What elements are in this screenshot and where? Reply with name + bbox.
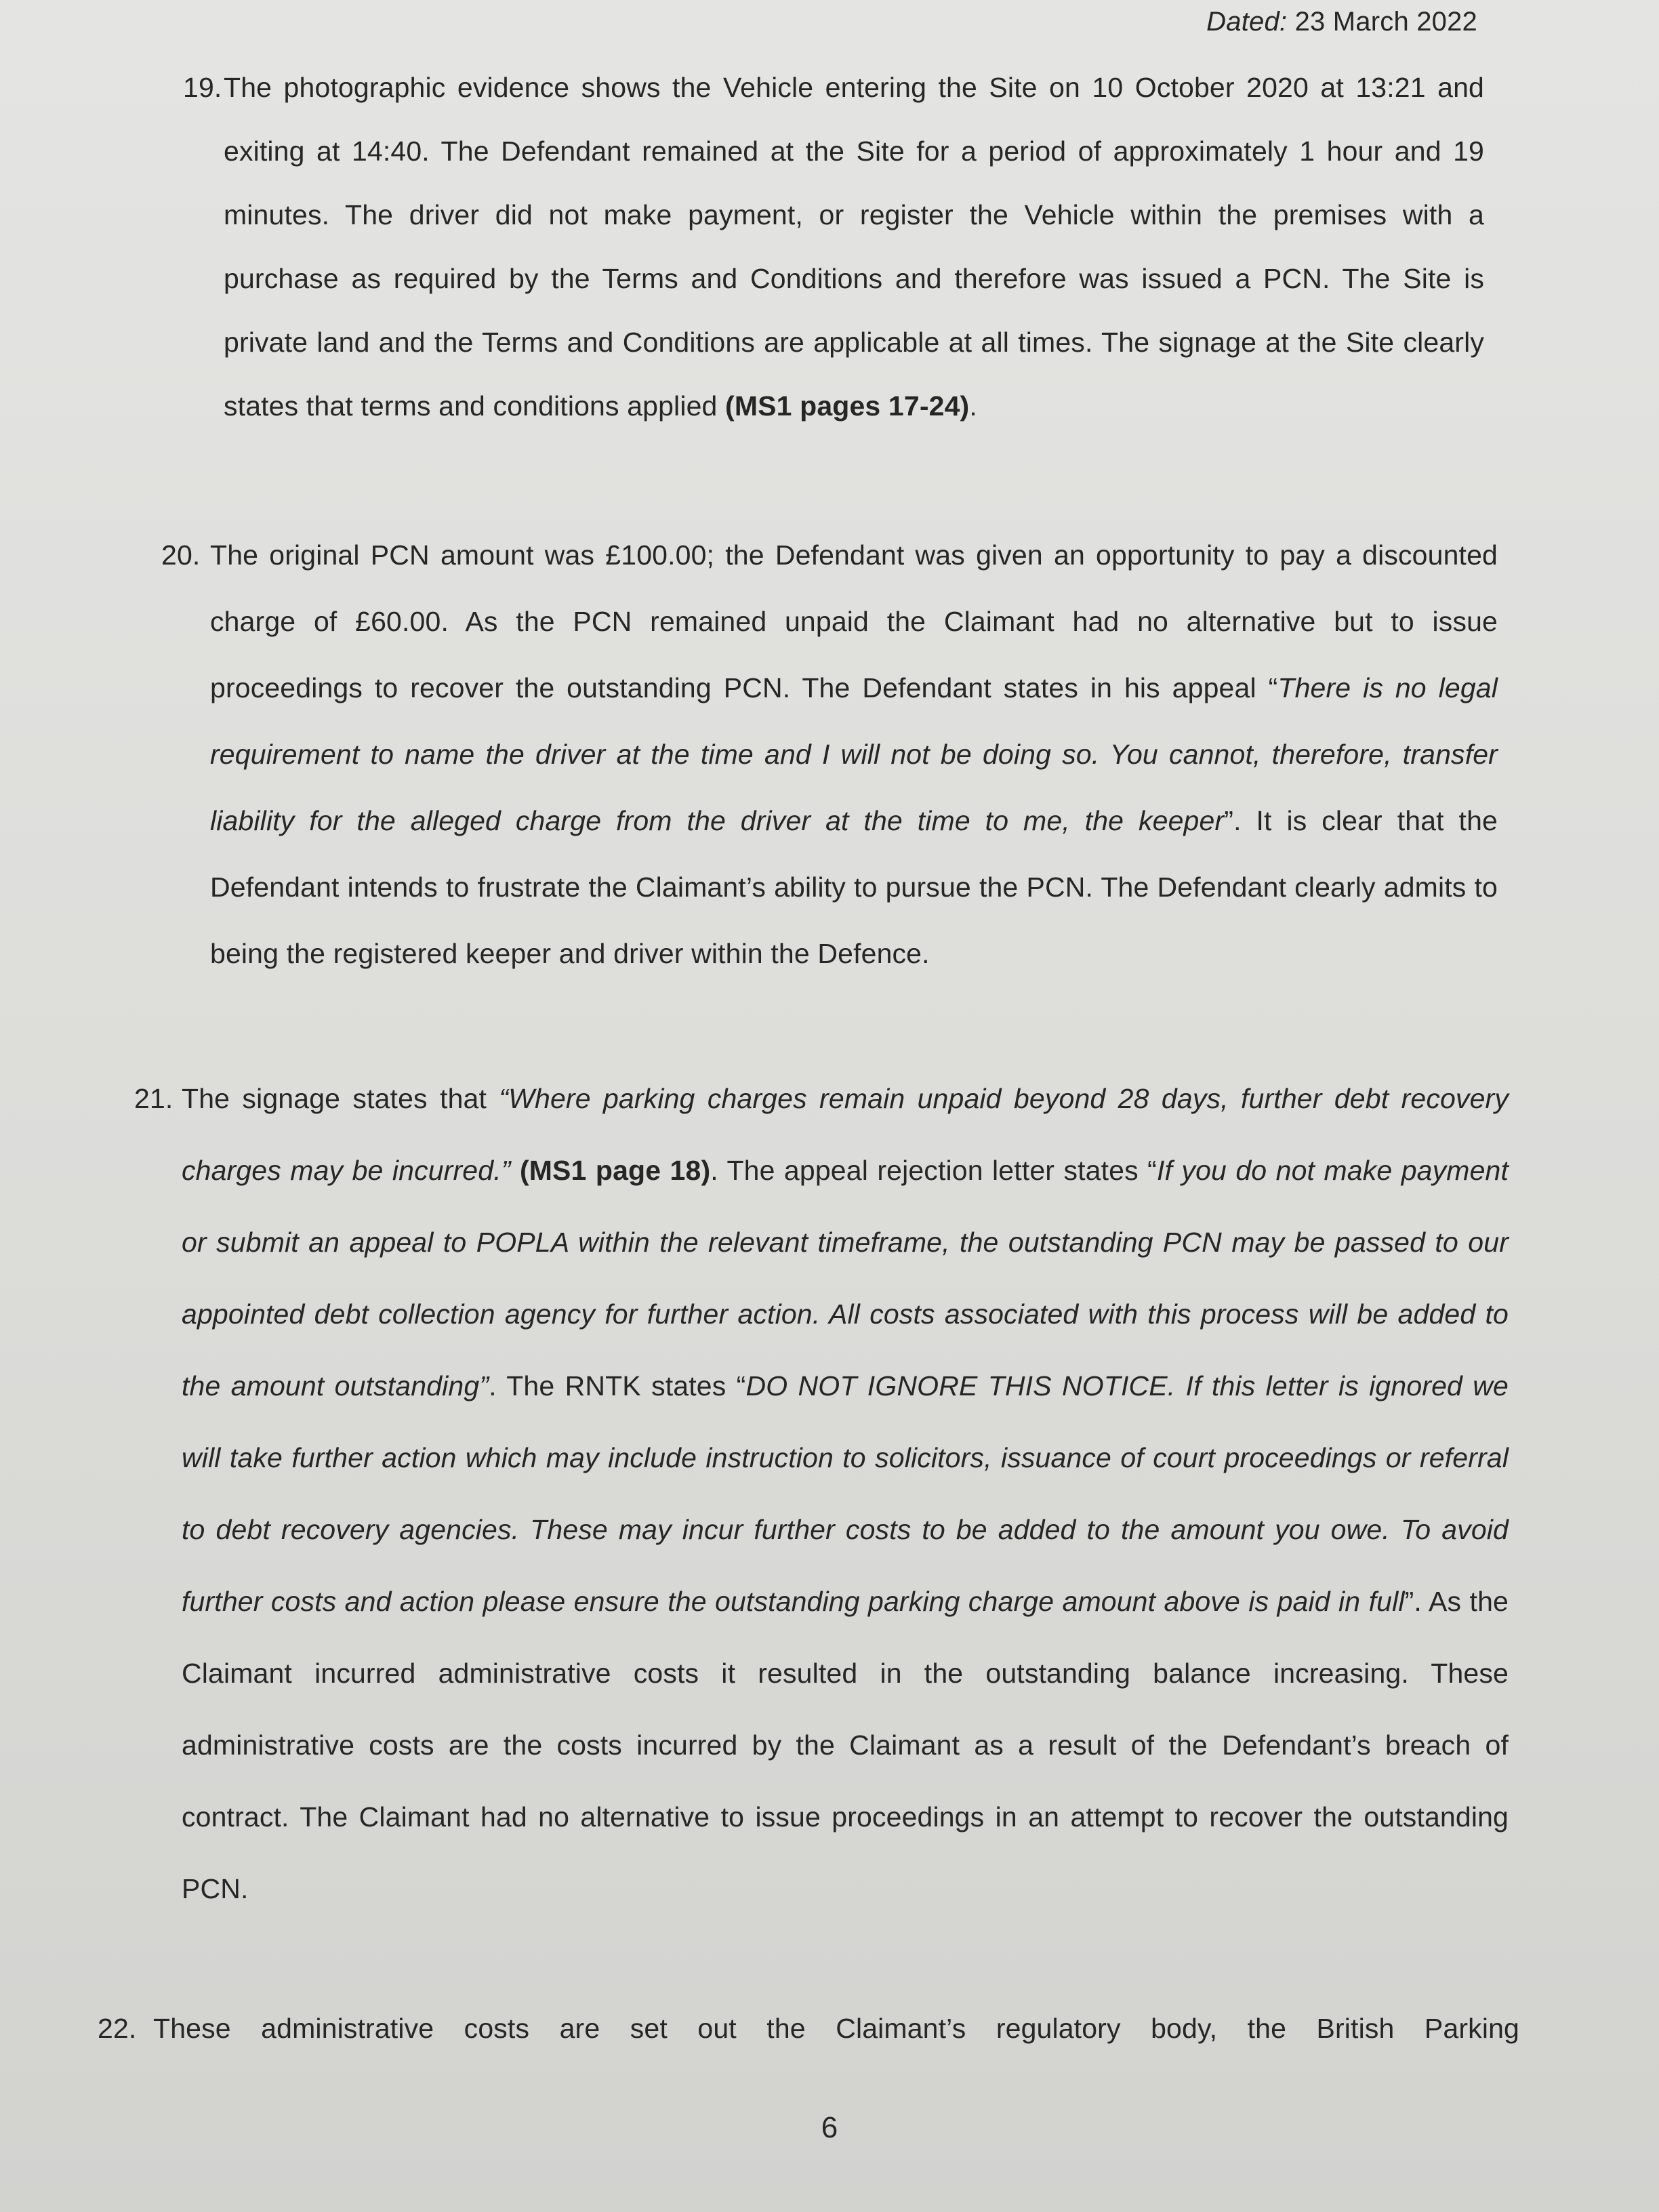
body-text: ”. It is clear that the Defendant intends to frustrate the Claimant’s ability to pursue the PCN. The Defendant clearly admits to being the registered keeper and driver within the Defence.: [210, 805, 1498, 969]
body-text: ”. As the Claimant incurred administrative costs it resulted in the outstanding balance increasing. These administrative costs are the costs incurred by the Claimant as a result of the Defendant’s breach of contract. The Claimant had no alternative to issue proceedings in an attempt to recover the outstanding PCN.: [182, 1586, 1509, 1904]
body-text: These administrative costs are set out the Claimant’s regulatory body, the British Parking: [153, 2013, 1519, 2044]
dated-value: 23 March 2022: [1294, 7, 1477, 37]
paragraph-19: [183, 56, 1484, 438]
paragraph-number: 20.: [161, 539, 201, 571]
paragraph-body: [153, 1996, 1519, 2060]
body-text: The original PCN amount was £100.00; the Defendant was given an opportunity to pay a discounted charge of £60.00. As the PCN remained unpaid the Claimant had no alternative but to issue proceedings to recover the outstanding PCN. The Defendant states in his appeal “: [210, 539, 1498, 703]
body-text: The signage states that: [182, 1083, 499, 1114]
body-text: .: [969, 390, 977, 422]
page-number: 6: [821, 2111, 838, 2144]
dated-label: Dated:: [1206, 7, 1288, 37]
body-text: . The appeal rejection letter states “: [710, 1155, 1157, 1186]
quoted-text: There is no legal requirement to name the driver at the time and I will not be doing so. You cannot, therefore, transfer liability for the alleged charge from the driver at the time to me, the keeper: [210, 672, 1498, 836]
paragraph-20: [161, 522, 1498, 987]
paragraph-22: [98, 1996, 1519, 2060]
paragraph-body: [224, 56, 1484, 438]
paragraph-body: [210, 522, 1498, 987]
body-text: [511, 1155, 520, 1186]
paragraph-number: 22.: [98, 2013, 137, 2044]
paragraph-body: [182, 1063, 1509, 1925]
exhibit-reference: (MS1 pages 17-24): [725, 390, 970, 422]
body-text: The photographic evidence shows the Vehicle entering the Site on 10 October 2020 at 13:21 and exiting at 14:40. The Defendant remained at the Site for a period of approximately 1 hour and 19 minutes. The driver did not make payment, or register the Vehicle within the premises with a purchase as required by the Terms and Conditions and therefore was issued a PCN. The Site is private land and the Terms and Conditions are applicable at all times. The signage at the Site clearly states that terms and conditions applied: [224, 72, 1484, 422]
paragraph-number: 19.: [183, 72, 222, 103]
dated-line: [1206, 5, 1477, 38]
quoted-text: DO NOT IGNORE THIS NOTICE. If this letter is ignored we will take further action which may include instruction to solicitors, issuance of court proceedings or referral to debt recovery agencies. These may incur further costs to be added to the amount you owe. To avoid further costs and action please ensure the outstanding parking charge amount above is paid in full: [182, 1370, 1509, 1617]
paragraph-21: [134, 1063, 1509, 1925]
exhibit-reference: (MS1 page 18): [519, 1155, 711, 1186]
body-text: . The RNTK states “: [489, 1370, 746, 1401]
quoted-text: If you do not make payment or submit an appeal to POPLA within the relevant timeframe, the outstanding PCN may be passed to our appointed debt collection agency for further action. All costs associated with this process will be added to the amount outstanding”: [182, 1155, 1509, 1401]
quoted-text: “Where parking charges remain unpaid beyond 28 days, further debt recovery charges may be incurred.”: [182, 1083, 1509, 1186]
paragraph-number: 21.: [134, 1083, 173, 1114]
